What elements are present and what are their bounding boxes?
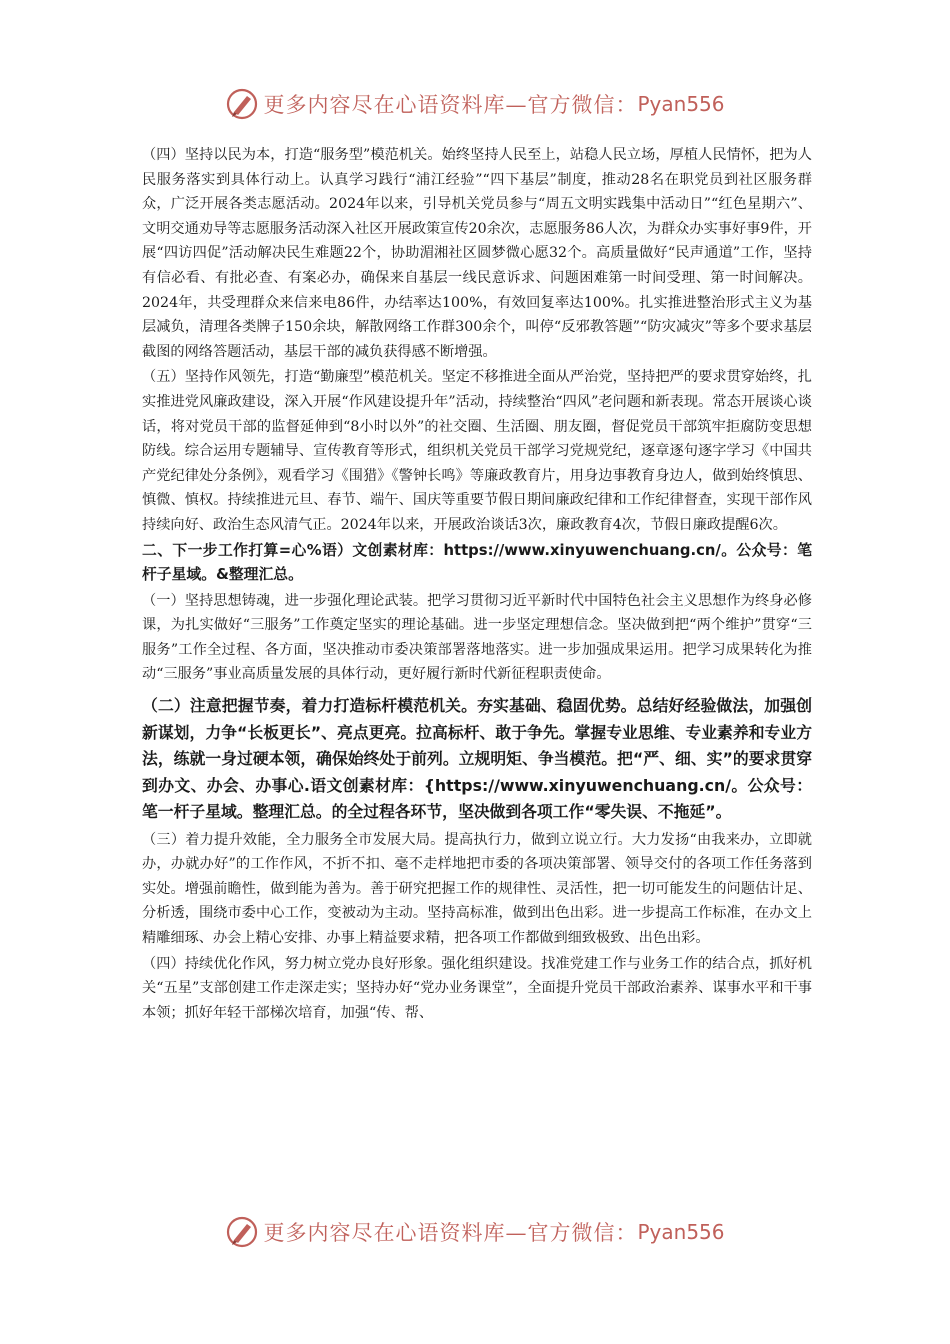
pen-logo-icon — [225, 1215, 259, 1249]
watermark-banner-top — [0, 82, 950, 126]
watermark-text: 更多内容尽在心语资料库—官方微信： — [263, 1221, 638, 1245]
paragraph-next-4-style: （四）持续优化作风，努力树立党办良好形象。强化组织建设。找准党建工作与业务工作的结合点，抓好机关“五星”支部创建工作走深走实；坚持办好“党办业务课堂”，全面提升党员干部政治素养、谋事水平和干事本领；抓好年轻干部梯次培育，加强“传、帮、 — [142, 955, 812, 1021]
paragraph-next-2-rhythm: （二）注意把握节奏，着力打造标杆模范机关。夯实基础、稳固优势。总结好经验做法，加强创新谋划，力争“长板更长”、亮点更亮。拉高标杆、敢于争先。掌握专业思维、专业素养和专业方法，练就一身过硬本领，确保始终处于前列。立规明矩、争当模范。把“严、细、实”的要求贯穿到办文、办会、办事心.语文创素材库：{https://www.xinyuwenchuang.cn/。公众号：笔一杆子星域。整理汇总。的全过程各环节，坚决做到各项工作“零失误、不拖延”。 — [142, 696, 812, 822]
paragraph-next-3-efficiency: （三）着力提升效能，全力服务全市发展大局。提高执行力，做到立说立行。大力发扬“由我来办，立即就办，办就办好”的工作作风，不折不扣、毫不走样地把市委的各项决策部署、领导交付的各项工作任务落到实处。增强前瞻性，做到能为善为。善于研究把握工作的规律性、灵活性，把一切可能发生的问题估计足、分析透，围绕市委中心工作，变被动为主动。坚持高标准，做到出色出彩。进一步提高工作标准，在办文上精雕细琢、办会上精心安排、办事上精益要求精，把各项工作都做到细致极致、出色出彩。 — [142, 831, 812, 946]
paragraph-section-4-service: （四）坚持以民为本，打造“服务型”模范机关。始终坚持人民至上，站稳人民立场，厚植人民情怀，把为人民服务落实到具体行动上。认真学习践行“浦江经验”“四下基层”制度，推动28名在职党员到社区服务群众，广泛开展各类志愿活动。2024年以来，引导机关党员参与“周五文明实践集中活动日”“红色星期六”、文明交通劝导等志愿服务活动深入社区开展政策宣传20余次，志愿服务86人次，为群众办实事好事9件，开展“四访四促”活动解决民生难题22个，协助湄湘社区圆梦微心愿32个。高质量做好“民声通道”工作，坚持有信必看、有批必查、有案必办，确保来自基层一线民意诉求、问题困难第一时间受理、第一时间解决。2024年，共受理群众来信来电86件，办结率达100%，有效回复率达100%。扎实推进整治形式主义为基层减负，清理各类牌子150余块，解散网络工作群300余个，叫停“反邪教答题”“防灾减灾”等多个要求基层截图的网络答题活动，基层干部的减负获得感不断增强。 — [142, 147, 812, 360]
heading-next-steps: 二、下一步工作打算=心%语）文创素材库：https://www.xinyuwenchuang.cn/。公众号：笔杆子星域。&整理汇总。 — [142, 541, 812, 584]
paragraph-next-1-theory: （一）坚持思想铸魂，进一步强化理论武装。把学习贯彻习近平新时代中国特色社会主义思想作为终身必修课，为扎实做好“三服务”工作奠定坚实的理论基础。进一步坚定理想信念。坚决做到把“两个维护”贯穿“三服务”工作全过程、各方面，坚决推动市委决策部署落地落实。进一步加强成果运用。把学习成果转化为推动“三服务”事业高质量发展的具体行动，更好履行新时代新征程职责使命。 — [142, 592, 812, 683]
paragraph-section-5-integrity: （五）坚持作风领先，打造“勤廉型”模范机关。坚定不移推进全面从严治党，坚持把严的要求贯穿始终，扎实推进党风廉政建设，深入开展“作风建设提升年”活动，持续整治“四风”老问题和新表现。常态开展谈心谈话，将对党员干部的监督延伸到“8小时以外”的社交圈、生活圈、朋友圈，督促党员干部筑牢拒腐防变思想防线。综合运用专题辅导、宣传教育等形式，组织机关党员干部学习党规党纪，逐章逐句逐字学习《中国共产党纪律处分条例》，观看学习《围猎》《警钟长鸣》等廉政教育片，用身边事教育身边人，做到始终慎思、慎微、慎权。持续推进元旦、春节、端午、国庆等重要节假日期间廉政纪律和工作纪律督查，实现干部作风持续向好、政治生态风清气正。2024年以来，开展政治谈话3次，廉政教育4次，节假日廉政提醒6次。 — [142, 369, 812, 533]
watermark-handle: Pyan556 — [637, 1220, 725, 1244]
document-body — [142, 143, 812, 1026]
watermark-banner-bottom — [0, 1210, 950, 1254]
watermark-handle: Pyan556 — [637, 92, 725, 116]
pen-logo-icon — [225, 87, 259, 121]
watermark-text: 更多内容尽在心语资料库—官方微信： — [263, 93, 638, 117]
